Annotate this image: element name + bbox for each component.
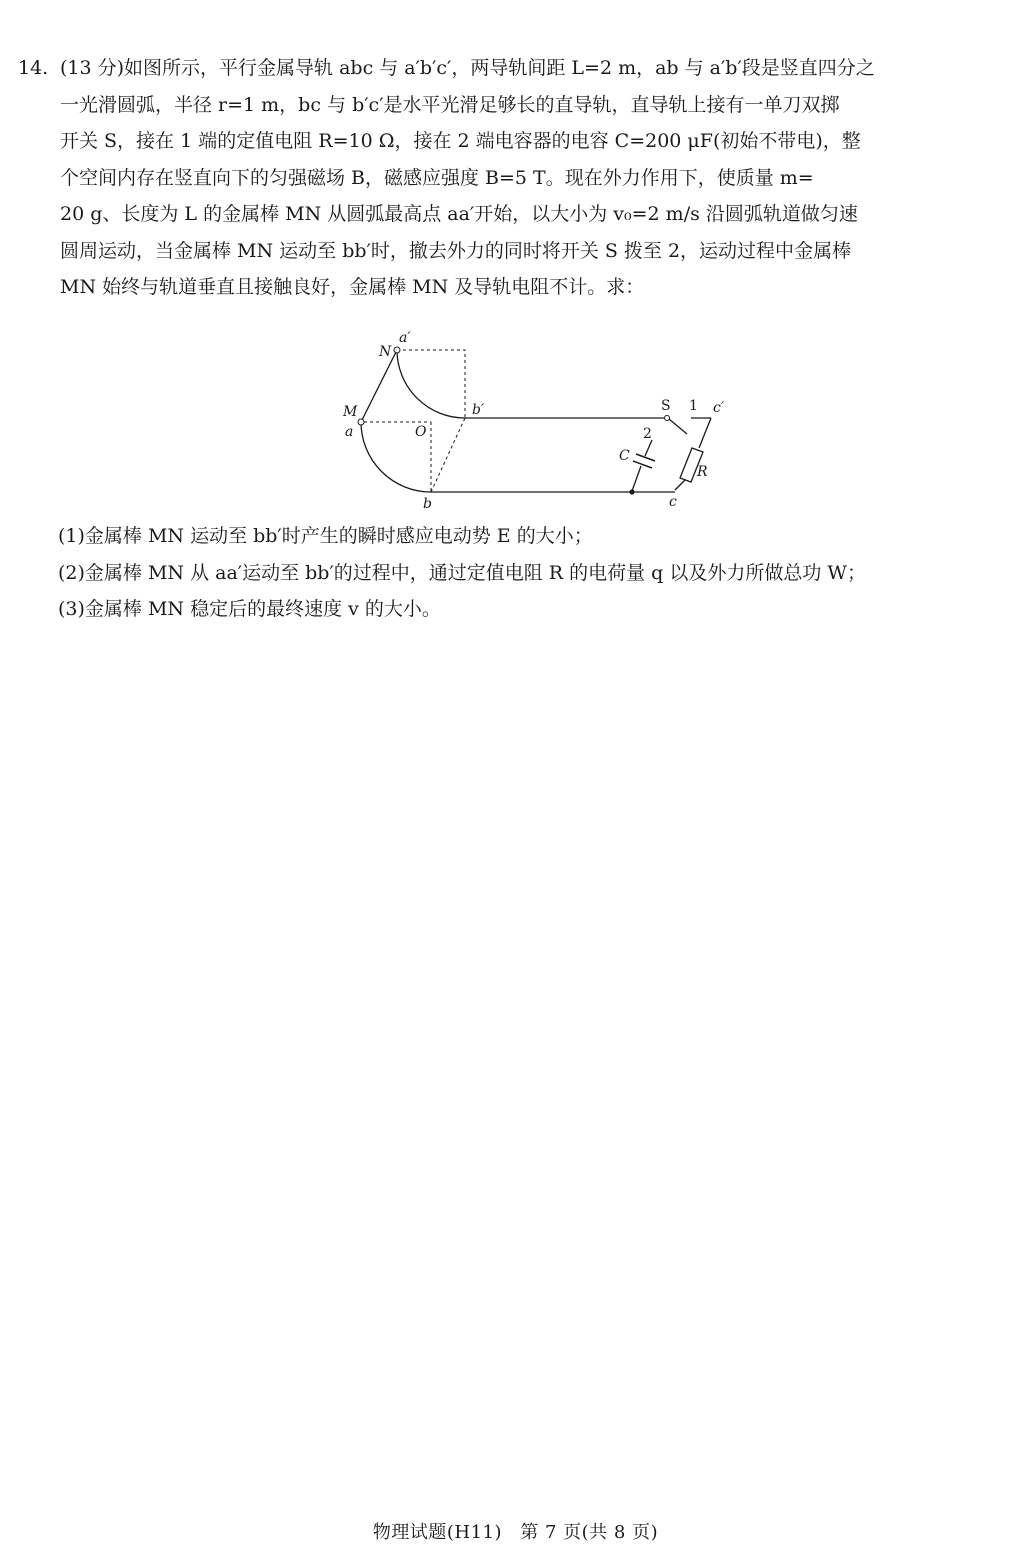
page-footer <box>0 1518 1031 1544</box>
sub-questions <box>58 518 1028 628</box>
label-c-capacitor: C <box>619 448 630 464</box>
problem-line-3: 开关 S，接在 1 端的定值电阻 R=10 Ω，接在 2 端电容器的电容 C=200 μF(初始不带电)，整 <box>60 130 861 152</box>
switch-blade <box>669 419 687 434</box>
label-a: a <box>345 424 354 440</box>
problem-line-4: 个空间内存在竖直向下的匀强磁场 B，磁感应强度 B=5 T。现在外力作用下，使质量 m= <box>60 166 814 189</box>
wire-capacitor-to-junction <box>632 466 641 491</box>
question-2: (2)金属棒 MN 从 aa′运动至 bb′的过程中，通过定值电阻 R 的电荷量 q 以及外力所做总功 W； <box>58 561 866 584</box>
question-1: (1)金属棒 MN 运动至 bb′时产生的瞬时感应电动势 E 的大小； <box>58 525 593 547</box>
wire-to-resistor <box>699 418 711 448</box>
switch-pivot <box>665 416 670 421</box>
problem-statement <box>18 50 1018 306</box>
label-b: b <box>423 496 432 512</box>
junction-dot <box>629 489 634 494</box>
problem-line-2: 一光滑圆弧，半径 r=1 m，bc 与 b′c′是水平光滑足够长的直导轨，直导轨上接有一单刀双掷 <box>60 93 840 116</box>
label-1: 1 <box>689 398 698 414</box>
label-a-prime: a′ <box>399 330 411 346</box>
label-b-prime: b′ <box>472 402 485 418</box>
point-m <box>358 419 364 425</box>
footer-page-number: 第 7 页(共 8 页) <box>520 1522 659 1543</box>
arc-a-prime-b-prime <box>397 350 465 418</box>
dashed-bb-prime <box>431 418 465 492</box>
label-c-prime: c′ <box>713 400 725 416</box>
rod-mn <box>361 350 397 422</box>
label-o: O <box>415 424 427 440</box>
dashed-guide-top <box>397 350 465 418</box>
label-s: S <box>661 398 671 414</box>
footer-subject: 物理试题(H11) <box>372 1522 503 1543</box>
wire-resistor-to-c <box>675 480 685 490</box>
problem-line-6: 圆周运动，当金属棒 MN 运动至 bb′时，撤去外力的同时将开关 S 拨至 2，运动过程中金属棒 <box>60 239 852 262</box>
label-2: 2 <box>643 426 652 442</box>
question-3: (3)金属棒 MN 稳定后的最终速度 v 的大小。 <box>58 598 441 620</box>
label-m: M <box>343 404 358 420</box>
label-c: c <box>669 494 677 510</box>
problem-number: 14. <box>18 57 49 79</box>
circuit-diagram <box>335 330 735 515</box>
label-r: R <box>697 464 708 480</box>
label-n: N <box>379 344 392 360</box>
point-n <box>394 347 400 353</box>
problem-line-1: 14. (13 分)如图所示，平行金属导轨 abc 与 a′b′c′，两导轨间距 L=2 m，ab 与 a′b′段是竖直四分之 <box>18 50 1018 87</box>
wire-terminal-2 <box>645 440 652 456</box>
problem-line-7: MN 始终与轨道垂直且接触良好，金属棒 MN 及导轨电阻不计。求： <box>60 276 645 298</box>
problem-line-5: 20 g、长度为 L 的金属棒 MN 从圆弧最高点 aa′开始，以大小为 v₀=2 m/s 沿圆弧轨道做匀速 <box>60 203 858 225</box>
capacitor-plate-2 <box>633 461 652 468</box>
